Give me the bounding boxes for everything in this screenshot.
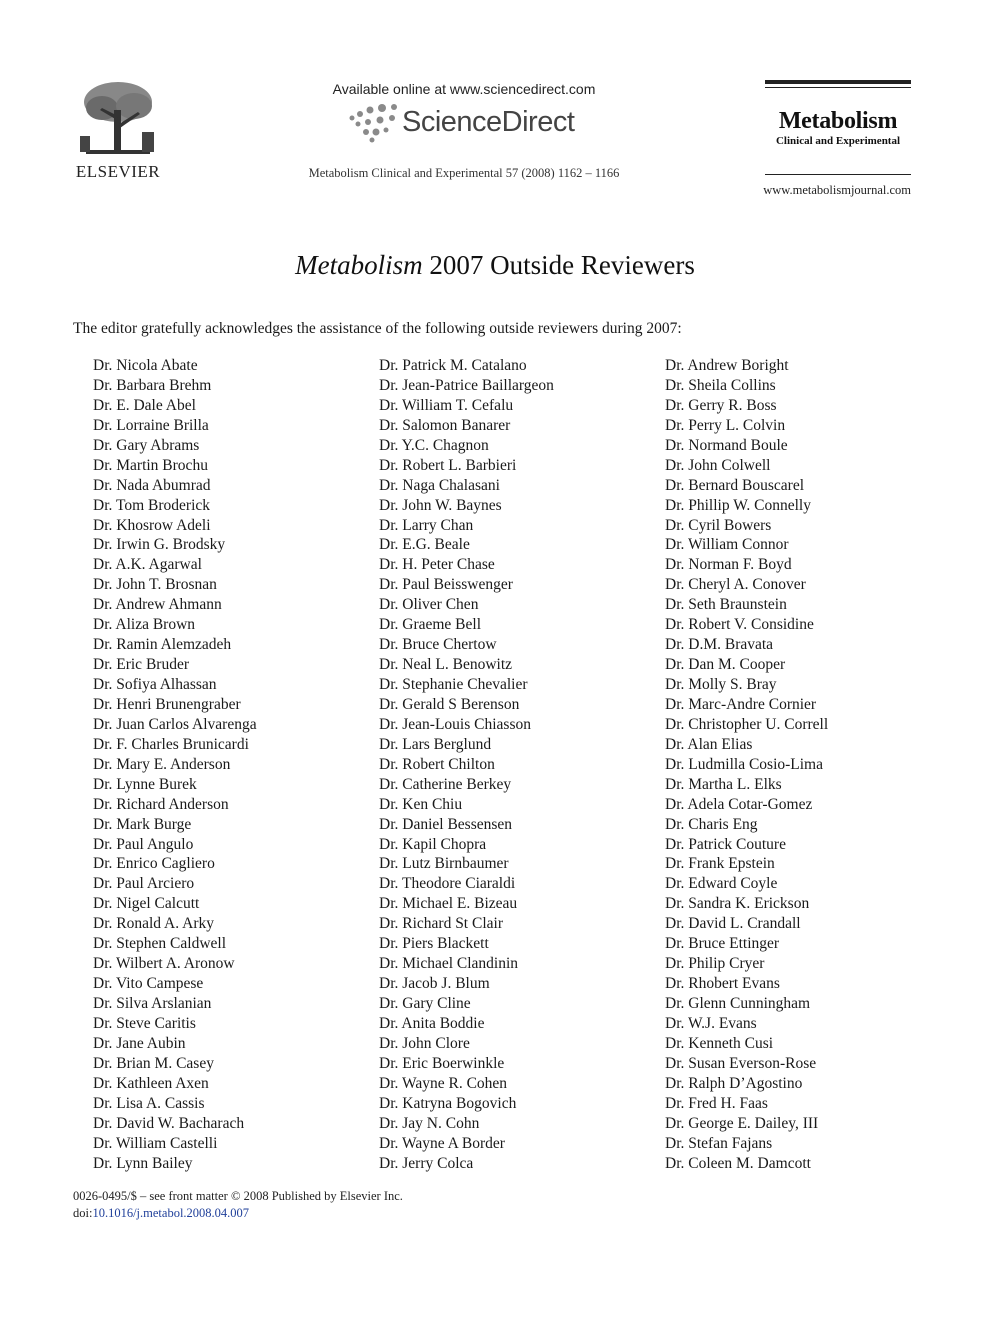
reviewer-name: Dr. Salomon Banarer bbox=[379, 416, 511, 434]
reviewer-name: Dr. Jean-Louis Chiasson bbox=[379, 715, 531, 733]
journal-url[interactable]: www.metabolismjournal.com bbox=[763, 183, 911, 197]
reviewer-name: Dr. Nicola Abate bbox=[93, 357, 198, 374]
reviewer-name: Dr. Neal L. Benowitz bbox=[379, 656, 513, 674]
reviewer-name: Dr. Ludmilla Cosio-Lima bbox=[665, 755, 823, 773]
reviewer-name: Dr. Frank Epstein bbox=[665, 855, 775, 873]
reviewer-name: Dr. Lynne Burek bbox=[93, 775, 197, 793]
reviewer-name: Dr. H. Peter Chase bbox=[379, 556, 495, 574]
reviewer-name: Dr. Paul Arciero bbox=[93, 875, 195, 893]
reviewer-name: Dr. Robert V. Considine bbox=[665, 616, 814, 634]
reviewer-name: Dr. John T. Brosnan bbox=[93, 576, 217, 594]
title-journal-name: Metabolism bbox=[295, 250, 423, 280]
reviewer-name: Dr. Irwin G. Brodsky bbox=[93, 536, 226, 554]
reviewer-name: Dr. Barbara Brehm bbox=[93, 376, 212, 394]
title-rest: 2007 Outside Reviewers bbox=[422, 250, 695, 280]
reviewer-name: Dr. Martin Brochu bbox=[93, 456, 208, 474]
reviewer-name: Dr. Bruce Ettinger bbox=[665, 935, 780, 953]
reviewer-name: Dr. Nigel Calcutt bbox=[93, 895, 200, 913]
reviewer-column-2 bbox=[379, 356, 554, 1173]
reviewer-name: Dr. William T. Cefalu bbox=[379, 396, 514, 414]
reviewer-name: Dr. A.K. Agarwal bbox=[93, 556, 202, 574]
reviewer-name: Dr. Alan Elias bbox=[665, 735, 753, 753]
reviewer-name: Dr. Eric Bruder bbox=[93, 656, 189, 674]
reviewer-name: Dr. Marc-Andre Cornier bbox=[665, 695, 817, 713]
reviewer-name: Dr. Vito Campese bbox=[93, 975, 204, 993]
reviewer-name: Dr. Jay N. Cohn bbox=[379, 1114, 480, 1132]
reviewer-name: Dr. Edward Coyle bbox=[665, 875, 778, 893]
reviewer-name: Dr. Oliver Chen bbox=[379, 596, 479, 614]
reviewer-name: Dr. Fred H. Faas bbox=[665, 1094, 768, 1112]
reviewer-name: Dr. Molly S. Bray bbox=[665, 676, 777, 693]
intro-paragraph: The editor gratefully acknowledges the assistance of the following outside reviewers during 2007: bbox=[73, 320, 682, 337]
reviewer-name: Dr. Paul Angulo bbox=[93, 835, 194, 853]
reviewer-name: Dr. Ronald A. Arky bbox=[93, 915, 214, 933]
doi-prefix: doi: bbox=[73, 1206, 93, 1220]
reviewer-name: Dr. Nada Abumrad bbox=[93, 476, 211, 494]
reviewer-name: Dr. Graeme Bell bbox=[379, 616, 482, 634]
reviewer-name: Dr. Michael E. Bizeau bbox=[379, 895, 518, 913]
sciencedirect-wordmark: ScienceDirect bbox=[402, 106, 575, 138]
reviewer-name: Dr. Jane Aubin bbox=[93, 1034, 186, 1052]
reviewer-name: Dr. Susan Everson-Rose bbox=[665, 1054, 817, 1072]
reviewer-name: Dr. Stephanie Chevalier bbox=[379, 676, 528, 693]
reviewer-name: Dr. Kathleen Axen bbox=[93, 1074, 209, 1092]
reviewer-name: Dr. Rhobert Evans bbox=[665, 975, 780, 993]
reviewer-name: Dr. Dan M. Cooper bbox=[665, 656, 786, 674]
reviewer-name: Dr. Andrew Ahmann bbox=[93, 596, 222, 614]
reviewer-name: Dr. Sofiya Alhassan bbox=[93, 676, 217, 693]
reviewer-name: Dr. Jerry Colca bbox=[379, 1154, 474, 1172]
reviewer-name: Dr. Patrick M. Catalano bbox=[379, 357, 527, 374]
reviewer-name: Dr. Tom Broderick bbox=[93, 496, 211, 514]
reviewer-name: Dr. Norman F. Boyd bbox=[665, 556, 792, 574]
reviewer-name: Dr. Adela Cotar-Gomez bbox=[665, 795, 813, 813]
reviewer-name: Dr. Henri Brunengraber bbox=[93, 695, 241, 713]
doi-link[interactable]: 10.1016/j.metabol.2008.04.007 bbox=[92, 1206, 250, 1220]
reviewer-name: Dr. Michael Clandinin bbox=[379, 955, 519, 973]
sciencedirect-logo[interactable] bbox=[346, 102, 586, 144]
reviewer-name: Dr. Y.C. Chagnon bbox=[379, 436, 489, 454]
reviewer-name: Dr. Ralph D’Agostino bbox=[665, 1074, 803, 1092]
reviewer-name: Dr. Anita Boddie bbox=[379, 1014, 485, 1032]
reviewer-name: Dr. Kapil Chopra bbox=[379, 835, 487, 853]
sciencedirect-dots-icon bbox=[346, 102, 406, 144]
reviewer-name: Dr. Juan Carlos Alvarenga bbox=[93, 715, 257, 733]
reviewer-name: Dr. Bernard Bouscarel bbox=[665, 476, 805, 494]
reviewer-name: Dr. Piers Blackett bbox=[379, 935, 489, 953]
reviewer-name: Dr. Steve Caritis bbox=[93, 1014, 196, 1032]
reviewer-name: Dr. Gary Cline bbox=[379, 995, 471, 1012]
reviewer-name: Dr. Lisa A. Cassis bbox=[93, 1094, 205, 1112]
reviewer-name: Dr. David L. Crandall bbox=[665, 915, 801, 933]
reviewer-name: Dr. Christopher U. Correll bbox=[665, 715, 829, 733]
article-footer bbox=[73, 1188, 403, 1222]
reviewer-name: Dr. Gerald S Berenson bbox=[379, 695, 520, 713]
publisher-name: ELSEVIER bbox=[75, 162, 161, 181]
reviewer-name: Dr. Daniel Bessensen bbox=[379, 815, 513, 833]
masthead-rule bbox=[765, 87, 911, 88]
reviewer-name: Dr. Bruce Chertow bbox=[379, 636, 497, 654]
reviewer-name: Dr. Phillip W. Connelly bbox=[665, 496, 811, 514]
reviewer-name: Dr. Stefan Fajans bbox=[665, 1134, 773, 1152]
reviewer-name: Dr. E.G. Beale bbox=[379, 536, 470, 554]
reviewer-name: Dr. Richard Anderson bbox=[93, 795, 229, 813]
reviewer-name: Dr. Wayne A Border bbox=[379, 1134, 505, 1152]
reviewer-name: Dr. F. Charles Brunicardi bbox=[93, 735, 249, 753]
reviewer-name: Dr. Larry Chan bbox=[379, 516, 474, 534]
reviewer-name: Dr. Paul Beisswenger bbox=[379, 576, 513, 594]
reviewer-name: Dr. Lorraine Brilla bbox=[93, 416, 209, 434]
reviewer-name: Dr. Gerry R. Boss bbox=[665, 396, 777, 414]
reviewer-name: Dr. Seth Braunstein bbox=[665, 596, 787, 614]
reviewer-name: Dr. Lutz Birnbaumer bbox=[379, 855, 509, 873]
doi-line bbox=[73, 1205, 403, 1222]
reviewer-name: Dr. Khosrow Adeli bbox=[93, 516, 211, 534]
reviewer-name: Dr. Naga Chalasani bbox=[379, 476, 500, 494]
reviewer-name: Dr. Glenn Cunningham bbox=[665, 995, 811, 1012]
journal-masthead bbox=[765, 80, 911, 147]
reviewer-name: Dr. Lars Berglund bbox=[379, 735, 492, 753]
available-online-text[interactable]: Available online at www.sciencedirect.com bbox=[332, 81, 596, 97]
reviewer-name: Dr. Sheila Collins bbox=[665, 376, 776, 394]
reviewer-name: Dr. John Colwell bbox=[665, 456, 771, 474]
reviewer-name: Dr. Katryna Bogovich bbox=[379, 1094, 517, 1112]
reviewer-name: Dr. Stephen Caldwell bbox=[93, 935, 227, 953]
reviewer-name: Dr. George E. Dailey, III bbox=[665, 1114, 819, 1132]
journal-citation: Metabolism Clinical and Experimental 57 (2008) 1162 – 1166 bbox=[308, 166, 620, 180]
reviewer-name: Dr. Coleen M. Damcott bbox=[665, 1154, 811, 1172]
reviewer-name: Dr. Mark Burge bbox=[93, 815, 192, 833]
reviewer-name: Dr. Wayne R. Cohen bbox=[379, 1074, 508, 1092]
reviewer-name: Dr. Ramin Alemzadeh bbox=[93, 636, 232, 654]
copyright-line: 0026-0495/$ – see front matter © 2008 Published by Elsevier Inc. bbox=[73, 1189, 403, 1203]
reviewer-name: Dr. Gary Abrams bbox=[93, 436, 200, 454]
reviewer-name: Dr. Cheryl A. Conover bbox=[665, 576, 806, 594]
reviewer-name: Dr. Aliza Brown bbox=[93, 616, 196, 634]
reviewer-name: Dr. Kenneth Cusi bbox=[665, 1034, 774, 1052]
reviewer-name: Dr. Jacob J. Blum bbox=[379, 975, 490, 993]
reviewer-name: Dr. Theodore Ciaraldi bbox=[379, 875, 516, 893]
reviewer-name: Dr. Brian M. Casey bbox=[93, 1054, 214, 1072]
masthead-divider bbox=[765, 174, 911, 175]
reviewer-name: Dr. Patrick Couture bbox=[665, 835, 786, 853]
reviewer-column-1 bbox=[93, 356, 257, 1173]
reviewer-name: Dr. Lynn Bailey bbox=[93, 1154, 193, 1172]
reviewer-name: Dr. Andrew Boright bbox=[665, 357, 789, 374]
journal-subtitle: Clinical and Experimental bbox=[775, 135, 901, 147]
reviewer-name: Dr. Sandra K. Erickson bbox=[665, 895, 810, 913]
reviewer-name: Dr. Normand Boule bbox=[665, 436, 788, 454]
reviewer-name: Dr. Philip Cryer bbox=[665, 955, 765, 973]
reviewer-name: Dr. Silva Arslanian bbox=[93, 995, 212, 1012]
reviewer-name: Dr. Wilbert A. Aronow bbox=[93, 955, 235, 973]
reviewer-name: Dr. D.M. Bravata bbox=[665, 636, 774, 654]
journal-title: Metabolism bbox=[778, 108, 898, 134]
reviewer-name: Dr. Eric Boerwinkle bbox=[379, 1054, 505, 1072]
reviewer-name: Dr. Ken Chiu bbox=[379, 795, 463, 813]
reviewer-name: Dr. William Castelli bbox=[93, 1134, 218, 1152]
reviewer-name: Dr. Cyril Bowers bbox=[665, 516, 772, 534]
reviewer-name: Dr. Mary E. Anderson bbox=[93, 755, 231, 773]
reviewer-name: Dr. John W. Baynes bbox=[379, 496, 502, 514]
reviewer-name: Dr. E. Dale Abel bbox=[93, 396, 196, 414]
reviewer-name: Dr. William Connor bbox=[665, 536, 789, 554]
reviewer-name: Dr. David W. Bacharach bbox=[93, 1114, 245, 1132]
reviewer-name: Dr. Jean-Patrice Baillargeon bbox=[379, 376, 554, 394]
reviewer-name: Dr. John Clore bbox=[379, 1034, 470, 1052]
reviewer-name: Dr. Enrico Cagliero bbox=[93, 855, 215, 873]
reviewer-name: Dr. Catherine Berkey bbox=[379, 775, 512, 793]
masthead-rule bbox=[765, 80, 911, 84]
reviewer-name: Dr. Robert L. Barbieri bbox=[379, 456, 517, 474]
article-title bbox=[0, 250, 990, 281]
reviewer-name: Dr. Robert Chilton bbox=[379, 755, 495, 773]
reviewer-name: Dr. Martha L. Elks bbox=[665, 775, 782, 793]
reviewer-name: Dr. Perry L. Colvin bbox=[665, 416, 786, 434]
reviewer-name: Dr. Richard St Clair bbox=[379, 915, 503, 933]
reviewer-name: Dr. Charis Eng bbox=[665, 815, 758, 833]
reviewer-column-3 bbox=[665, 356, 828, 1173]
reviewer-name: Dr. W.J. Evans bbox=[665, 1014, 757, 1032]
